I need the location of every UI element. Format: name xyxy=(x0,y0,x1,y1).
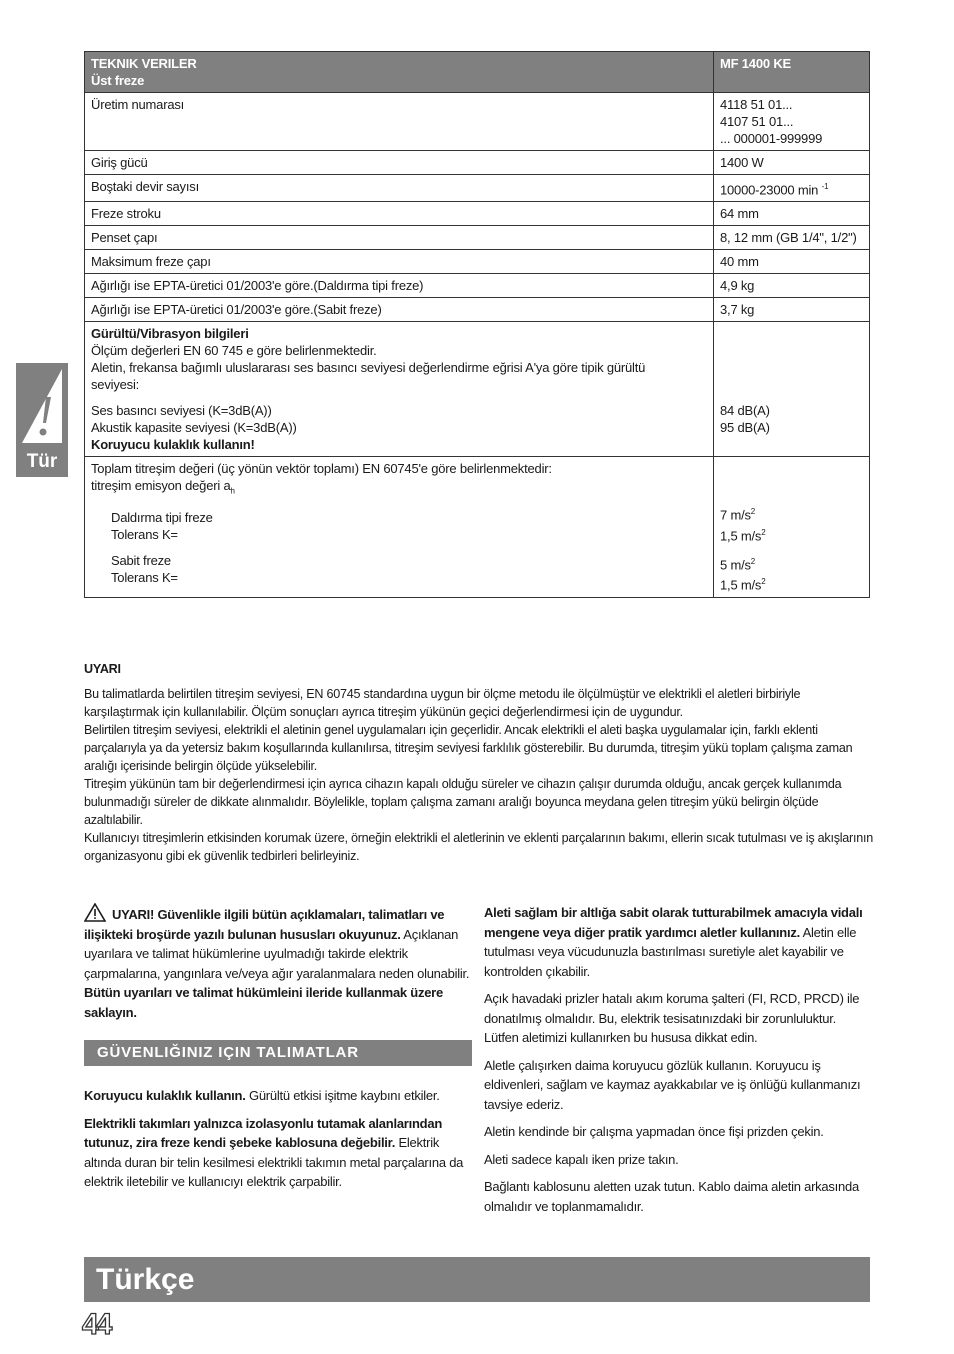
row-value: 3,7 kg xyxy=(714,298,870,322)
sound-pressure-value: 84 dB(A) xyxy=(720,403,770,419)
instruction-text: Gürültü etkisi işitme kaybını etkiler. xyxy=(248,1088,440,1103)
serial-line: 4118 51 01... xyxy=(720,97,793,112)
instruction-paragraph: Açık havadaki prizler hatalı akım koruma şalteri (FI, RCD, PRCD) ile donatılmış olmalıdır. Bu, elektrik tesisatınızdaki bir zorunluluktur. Lütfen aletimizi kullanırken bu hususa dikkat edin. xyxy=(484,991,860,1045)
warning-icon xyxy=(84,903,106,922)
row-label: Maksimum freze çapı xyxy=(85,250,714,274)
row-label: Ağırlığı ise EPTA-üretici 01/2003'e göre.(Daldırma tipi freze) xyxy=(85,274,714,298)
speed-value: 10000-23000 min xyxy=(720,182,819,198)
table-row xyxy=(85,298,870,322)
serial-line: 4107 51 01... xyxy=(720,114,794,129)
notice-paragraph: Belirtilen titreşim seviyesi, elektrikli el aletinin genel uygulamaları için geçerlidir. Ancak elektrikli el aleti başka uygulamalar için, farklı eklenti parçalarıyla ya da yetersiz bakım koşullarında kullanılırsa, titreşim seviyesi farklılık gösterebilir. Bu durumda, titreşim yükü toplam çalışma zaman aralığı içerisinde belirgin ölçüde yükselebilir. xyxy=(84,723,853,773)
row-label: Giriş gücü xyxy=(85,151,714,175)
plunge-label: Daldırma tipi freze xyxy=(111,509,213,525)
notice-paragraph: Kullanıcıyı titreşimlerin etkisinden korumak üzere, örneğin elektrikli el aletlerinin ve eklenti parçalarının bakımı, ellerin sıcak tutulması ve iş akışlarının organizasyonu gibi ek güvenlik tedbirleri belirleyiniz. xyxy=(84,831,873,863)
warning-triangle-icon xyxy=(18,365,66,445)
row-label: Boştaki devir sayısı xyxy=(85,175,714,202)
table-header-label xyxy=(85,52,714,93)
table-row xyxy=(85,93,870,151)
section-title: GÜVENLIĞINIZ IÇIN TALIMATLAR xyxy=(84,1040,472,1066)
noise-line: Aletin, frekansa bağımlı uluslararası ses basıncı seviyesi değerlendirme eğrisi A'ya göre tipik gürültü seviyesi: xyxy=(91,360,646,393)
footer-language-bar: Türkçe xyxy=(84,1257,870,1302)
vibration-row xyxy=(85,457,870,597)
vibration-info xyxy=(85,457,714,597)
tolerance-label: Tolerans K= xyxy=(111,569,178,585)
emission-label: titreşim emisyon değeri a xyxy=(91,478,231,494)
technical-data-table xyxy=(84,51,870,598)
row-value: 1400 W xyxy=(714,151,870,175)
row-value: 40 mm xyxy=(714,250,870,274)
row-value xyxy=(714,93,870,151)
right-column xyxy=(484,903,872,1224)
speed-unit-sup: -1 xyxy=(821,182,829,191)
safety-warning-text: Açıklanan uyarılara ve talimat hükümlerine uyulmadığı takirde elektrik çarpmalarına, yangınlara ve/veya ağır yaralanmalara neden olunabilir. xyxy=(84,926,470,981)
row-label: Freze stroku xyxy=(85,202,714,226)
notice-paragraph: Titreşim yükünün tam bir değerlendirmesi için ayrıca cihazın kapalı olduğu süreler ve cihazın çalışır durumda olduğu, ancak gerçek kullanımda bulunmadığı süreler de dikkate alınmalıdır. Böylelikle, toplam çalışma zamanı aralığı boyunca meydana gelen titreşim yükü belirgin ölçüde azaltılabilir. xyxy=(84,777,842,827)
row-label: Üretim numarası xyxy=(85,93,714,151)
language-side-tab xyxy=(16,363,68,477)
vibration-line: Toplam titreşim değeri (üç yönün vektör toplamı) EN 60745'e göre belirlenmektedir: xyxy=(91,461,552,477)
tolerance-label: Tolerans K= xyxy=(111,526,178,542)
warning-notice xyxy=(84,660,874,865)
table-subtitle: Üst freze xyxy=(91,73,145,88)
instruction-paragraph: Bağlantı kablosunu aletten uzak tutun. Kablo daima aletin arkasında olmalıdır ve toplanmamalıdır. xyxy=(484,1179,859,1214)
table-row xyxy=(85,250,870,274)
table-model: MF 1400 KE xyxy=(714,52,870,93)
noise-info xyxy=(85,322,714,457)
notice-paragraph: Bu talimatlarda belirtilen titreşim seviyesi, EN 60745 standardına uygun bir ölçme metodu ile ölçülmüştür ve elektrikli el aletleri birbiriyle karşılaştırmak için kullanılabilir. Ölçüm sonuçları ayrıca titreşim yükünün geçici değerlendirmesi için de uygundur. xyxy=(84,687,801,719)
fixed-tolerance: 1,5 $m/s^2$ xyxy=(720,577,766,593)
serial-line: ... 000001-999999 xyxy=(720,131,823,146)
sound-pressure-label: Ses basıncı seviyesi (K=3dB(A)) xyxy=(91,403,272,419)
table-row xyxy=(85,202,870,226)
instruction-paragraph: Aletin kendinde bir çalışma yapmadan önce fişi prizden çekin. xyxy=(484,1124,824,1139)
sound-power-value: 95 dB(A) xyxy=(720,420,770,436)
instruction-text: Aletin elle tutulması veya vücudunuzla bastırılması suretiyle alet kayabilir ve kontrolden çıkabilir. xyxy=(484,924,857,979)
fixed-label: Sabit freze xyxy=(111,552,171,568)
noise-row xyxy=(85,322,870,457)
row-value: 8, 12 mm (GB 1/4", 1/2") xyxy=(714,226,870,250)
instruction-paragraph xyxy=(84,1114,472,1192)
table-row xyxy=(85,175,870,202)
table-title: TEKNIK VERILER xyxy=(91,56,197,71)
row-label: Penset çapı xyxy=(85,226,714,250)
page-number: 44 xyxy=(82,1308,110,1341)
instruction-paragraph: Aletle çalışırken daima koruyucu gözlük kullanın. Koruyucu iş eldivenleri, sağlam ve kaymaz ayakkabılar ve iş önlüğü kullanmanızı tavsiye ederiz. xyxy=(484,1057,861,1112)
noise-values xyxy=(714,322,870,457)
noise-line: Ölçüm değerleri EN 60 745 e göre belirlenmektedir. xyxy=(91,343,377,359)
safety-warning-paragraph xyxy=(84,903,472,1022)
instruction-text: Elektrik altında duran bir telin kesilmesi elektrikli takımın metal parçalarına da elektrik iletebilir ve kullanıcıyı elektrik çarpabilir. xyxy=(84,1135,464,1189)
table-row xyxy=(85,226,870,250)
instruction-paragraph xyxy=(484,903,872,981)
fixed-value: 5 $m/s^2$ xyxy=(720,556,756,573)
instruction-paragraph: Aleti sadece kapalı iken prize takın. xyxy=(484,1151,679,1167)
notice-title: UYARI xyxy=(84,662,121,676)
instruction-bold: Elektrikli takımları yalnızca izolasyonlu tutamak alanlarından tutunuz, zira freze kendi şebeke kablosuna değebilir. xyxy=(84,1115,443,1150)
safety-warning-bold2: Bütün uyarıları ve talimat hükümleini ileride kullanmak üzere saklayın. xyxy=(84,985,443,1020)
row-label: Ağırlığı ise EPTA-üretici 01/2003'e göre.(Sabit freze) xyxy=(85,298,714,322)
instruction-bold: Aleti sağlam bir altlığa sabit olarak tutturabilmek amacıyla vidalı mengene veya diğer pratik yardımcı aletler kullanınız. xyxy=(484,905,863,940)
plunge-tolerance: 1,5 $m/s^2$ xyxy=(720,527,766,543)
left-column xyxy=(84,903,472,1200)
row-value xyxy=(714,175,870,202)
vibration-values xyxy=(714,457,870,597)
instruction-paragraph xyxy=(84,1086,472,1106)
sound-power-label: Akustik kapasite seviyesi (K=3dB(A)) xyxy=(91,420,297,436)
row-value: 4,9 kg xyxy=(714,274,870,298)
language-tab-label: Tür xyxy=(26,451,58,472)
table-header-row xyxy=(85,52,870,93)
table-row xyxy=(85,151,870,175)
table-row xyxy=(85,274,870,298)
row-value: 64 mm xyxy=(714,202,870,226)
noise-title: Gürültü/Vibrasyon bilgileri xyxy=(91,326,249,342)
instruction-bold: Koruyucu kulaklık kullanın. xyxy=(84,1088,246,1103)
plunge-value: 7 $m/s^2$ xyxy=(720,507,756,523)
safety-warning-bold: UYARI! Güvenlikle ilgili bütün açıklamaları, talimatları ve ilişikteki broşürde yazılı bulunan hususları okuyunuz. xyxy=(84,907,445,942)
ear-protection-warning: Koruyucu kulaklık kullanın! xyxy=(91,437,255,453)
emission-sub: h xyxy=(230,486,235,496)
vibration-line xyxy=(91,477,707,500)
